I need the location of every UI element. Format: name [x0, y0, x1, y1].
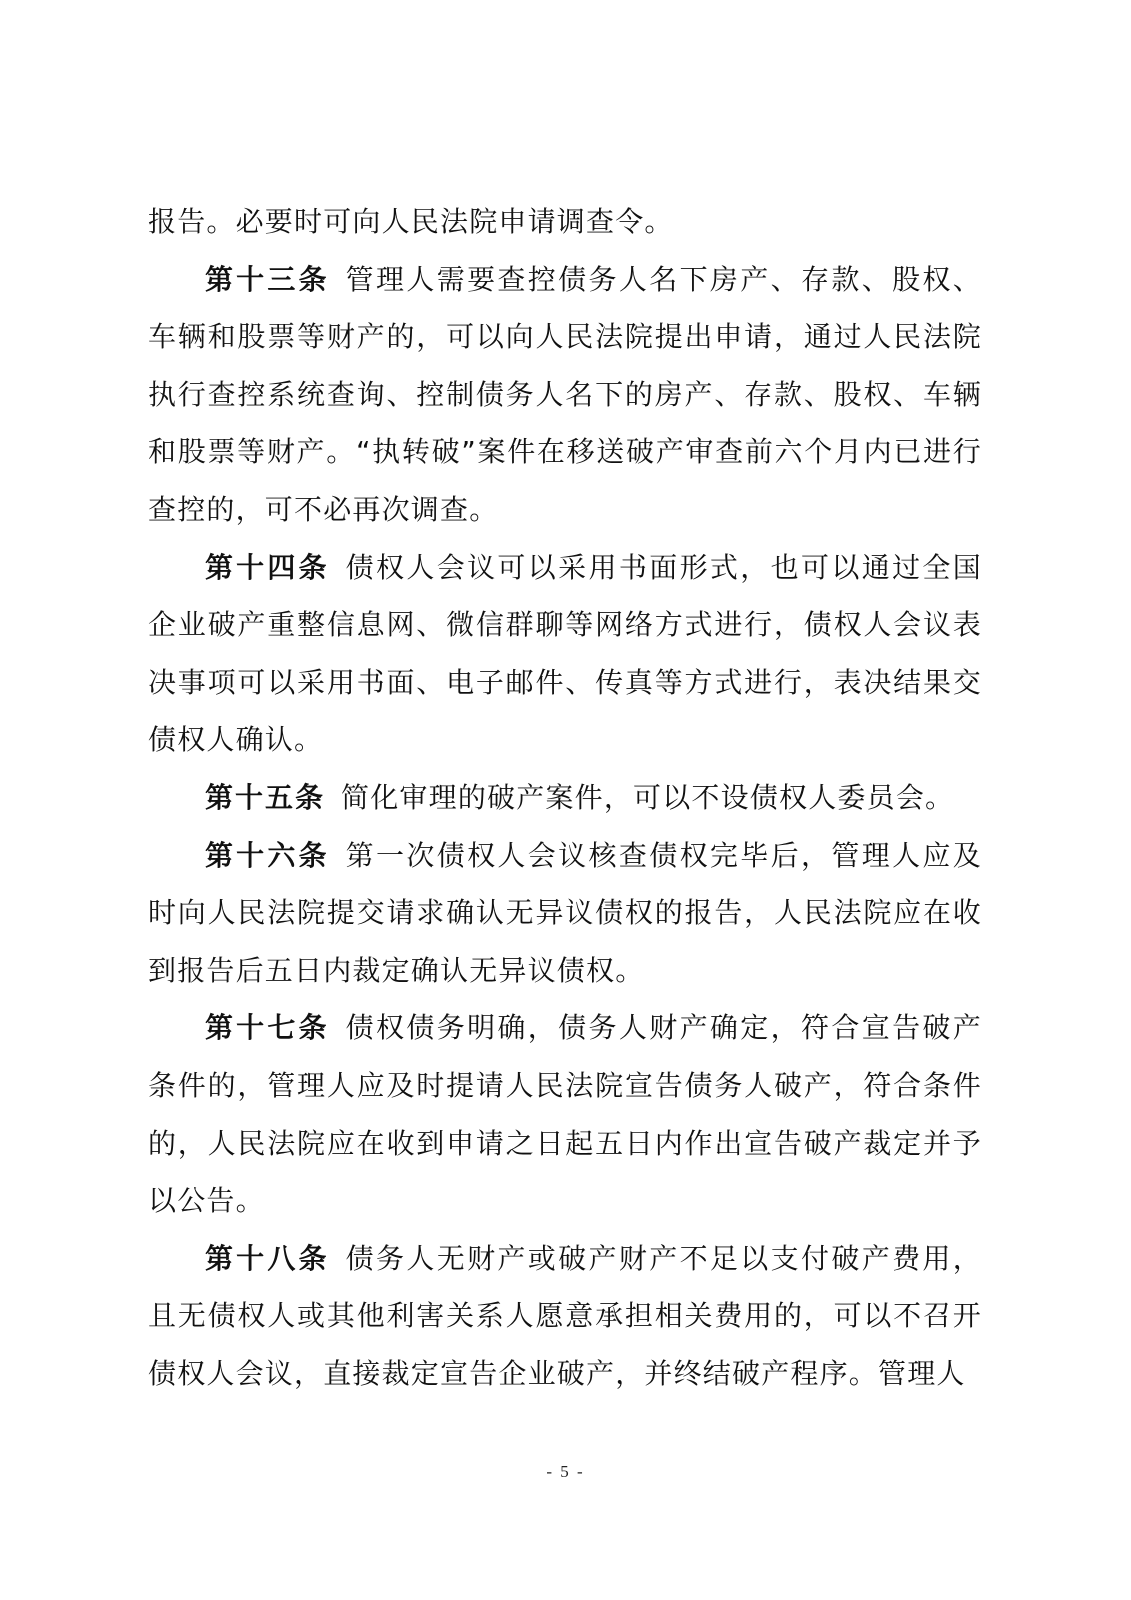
article-text: 简化审理的破产案件，可以不设债权人委员会。	[341, 780, 955, 814]
article-13	[148, 251, 982, 539]
document-body	[148, 193, 982, 1402]
article-heading: 第十七条	[205, 1011, 330, 1045]
article-heading: 第十四条	[205, 550, 330, 584]
article-text: 债权人会议可以采用书面形式，也可以通过全国企业破产重整信息网、微信群聊等网络方式进行，债权人会议表决事项可以采用书面、电子邮件、传真等方式进行，表决结果交债权人确认。	[148, 550, 982, 757]
article-heading: 第十五条	[205, 780, 326, 814]
article-16	[148, 827, 982, 1000]
article-heading: 第十六条	[205, 838, 330, 872]
article-15	[148, 769, 982, 827]
article-text: 第一次债权人会议核查债权完毕后，管理人应及时向人民法院提交请求确认无异议债权的报告，人民法院应在收到报告后五日内裁定确认无异议债权。	[148, 838, 982, 987]
paragraph-text: 报告。必要时可向人民法院申请调查令。	[148, 205, 674, 238]
article-14	[148, 539, 982, 769]
article-text: 管理人需要查控债务人名下房产、存款、股权、车辆和股票等财产的，可以向人民法院提出申请，通过人民法院执行查控系统查询、控制债务人名下的房产、存款、股权、车辆和股票等财产。“执转破”案件在移送破产审查前六个月内已进行查控的，可不必再次调查。	[148, 262, 982, 526]
paragraph-continuation	[148, 193, 982, 251]
article-heading: 第十八条	[205, 1241, 330, 1275]
article-18	[148, 1230, 982, 1403]
article-text: 债务人无财产或破产财产不足以支付破产费用，且无债权人或其他利害关系人愿意承担相关费用的，可以不召开债权人会议，直接裁定宣告企业破产，并终结破产程序。管理人	[148, 1241, 982, 1390]
article-heading: 第十三条	[205, 262, 330, 296]
article-17	[148, 999, 982, 1229]
page-number: - 5 -	[546, 1462, 585, 1481]
article-text: 债权债务明确，债务人财产确定，符合宣告破产条件的，管理人应及时提请人民法院宣告债务人破产，符合条件的，人民法院应在收到申请之日起五日内作出宣告破产裁定并予以公告。	[148, 1011, 982, 1218]
